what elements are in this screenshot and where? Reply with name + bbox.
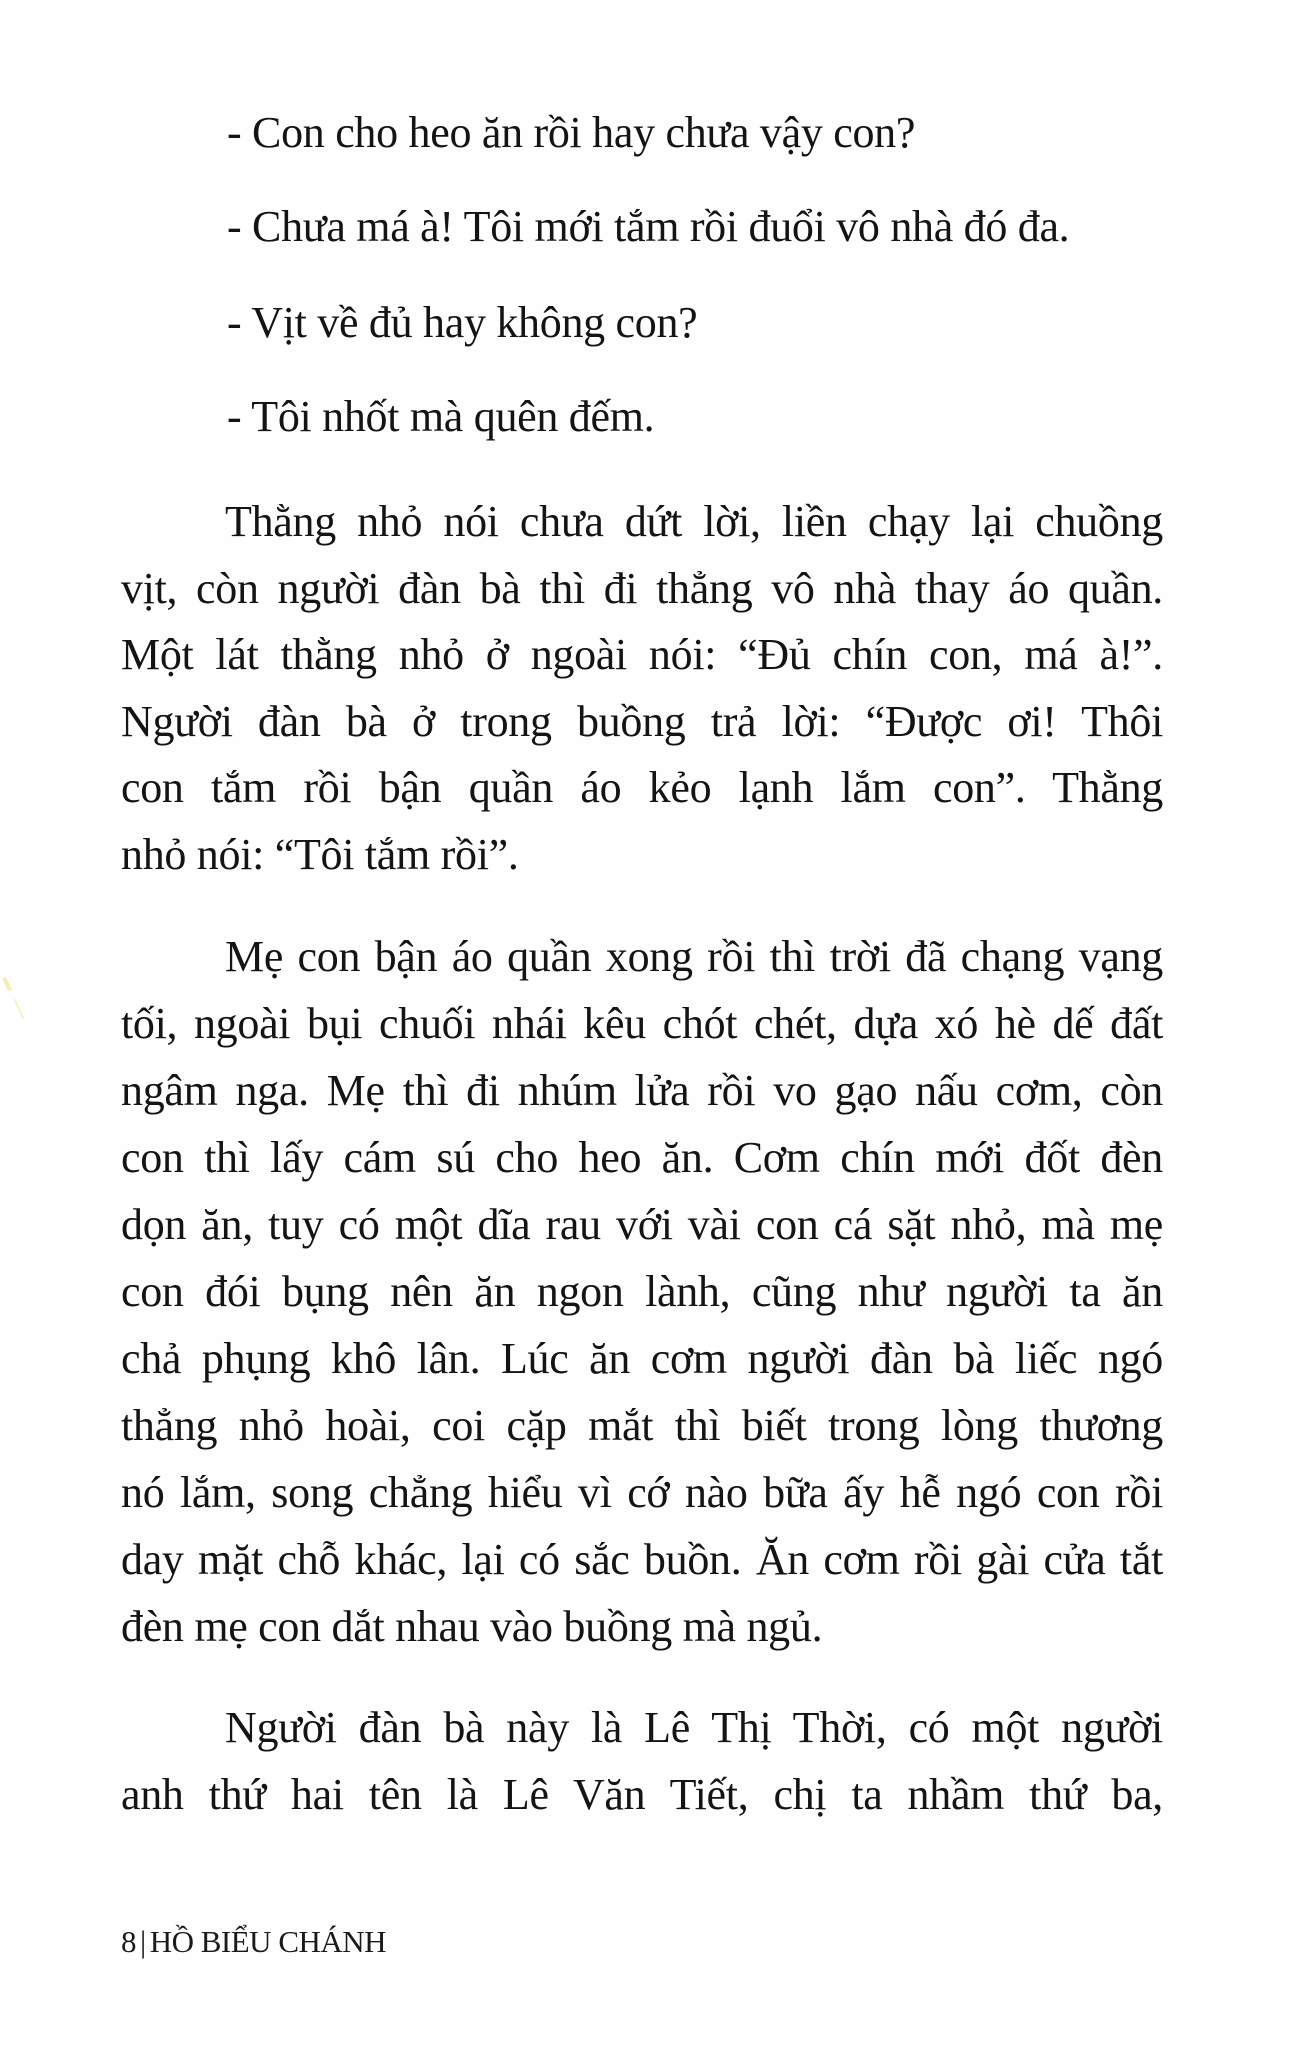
paragraph-line: con tắm rồi bận quần áo kẻo lạnh lắm con”. Thằng [121, 763, 1163, 812]
paragraph-line: day mặt chỗ khác, lại có sắc buồn. Ăn cơm rồi gài cửa tắt [121, 1535, 1163, 1584]
paper-speck-mark [13, 999, 24, 1020]
paragraph-line: dọn ăn, tuy có một dĩa rau với vài con cá sặt nhỏ, mà mẹ [121, 1200, 1163, 1249]
paragraph-line: con đói bụng nên ăn ngon lành, cũng như người ta ăn [121, 1267, 1163, 1316]
running-footer [121, 1922, 386, 1962]
paragraph-line: nhỏ nói: “Tôi tắm rồi”. [121, 830, 519, 879]
dialogue-line: - Vịt về đủ hay không con? [227, 298, 698, 347]
footer-separator: | [140, 1924, 146, 1959]
paragraph-line: Người đàn bà này là Lê Thị Thời, có một người [225, 1703, 1163, 1752]
paragraph-line: Thằng nhỏ nói chưa dứt lời, liền chạy lại chuồng [225, 497, 1163, 546]
paragraph-line: Một lát thằng nhỏ ở ngoài nói: “Đủ chín con, má à!”. [121, 630, 1163, 679]
dialogue-line: - Tôi nhốt mà quên đếm. [227, 392, 655, 441]
paragraph-line: con thì lấy cám sú cho heo ăn. Cơm chín mới đốt đèn [121, 1133, 1163, 1182]
paragraph-line: nó lắm, song chẳng hiểu vì cớ nào bữa ấy hễ ngó con rồi [121, 1468, 1163, 1517]
paragraph-line: Mẹ con bận áo quần xong rồi thì trời đã chạng vạng [225, 932, 1163, 981]
dialogue-line: - Con cho heo ăn rồi hay chưa vậy con? [227, 108, 916, 157]
page-number: 8 [121, 1924, 136, 1959]
paper-speck-mark [2, 977, 12, 991]
paragraph-line: chả phụng khô lân. Lúc ăn cơm người đàn bà liếc ngó [121, 1334, 1163, 1383]
paragraph-line: thẳng nhỏ hoài, coi cặp mắt thì biết trong lòng thương [121, 1401, 1163, 1450]
paragraph-line: đèn mẹ con dắt nhau vào buồng mà ngủ. [121, 1602, 823, 1651]
author-name: HỒ BIỂU CHÁNH [149, 1924, 387, 1959]
paragraph-line: vịt, còn người đàn bà thì đi thẳng vô nhà thay áo quần. [121, 564, 1163, 613]
paragraph-line: anh thứ hai tên là Lê Văn Tiết, chị ta nhầm thứ ba, [121, 1770, 1163, 1819]
dialogue-line: - Chưa má à! Tôi mới tắm rồi đuổi vô nhà đó đa. [227, 202, 1070, 251]
paragraph-line: ngâm nga. Mẹ thì đi nhúm lửa rồi vo gạo nấu cơm, còn [121, 1066, 1163, 1115]
paragraph-line: tối, ngoài bụi chuối nhái kêu chót chét, dựa xó hè dế đất [121, 999, 1163, 1048]
paragraph-line: Người đàn bà ở trong buồng trả lời: “Được ơi! Thôi [121, 697, 1163, 746]
